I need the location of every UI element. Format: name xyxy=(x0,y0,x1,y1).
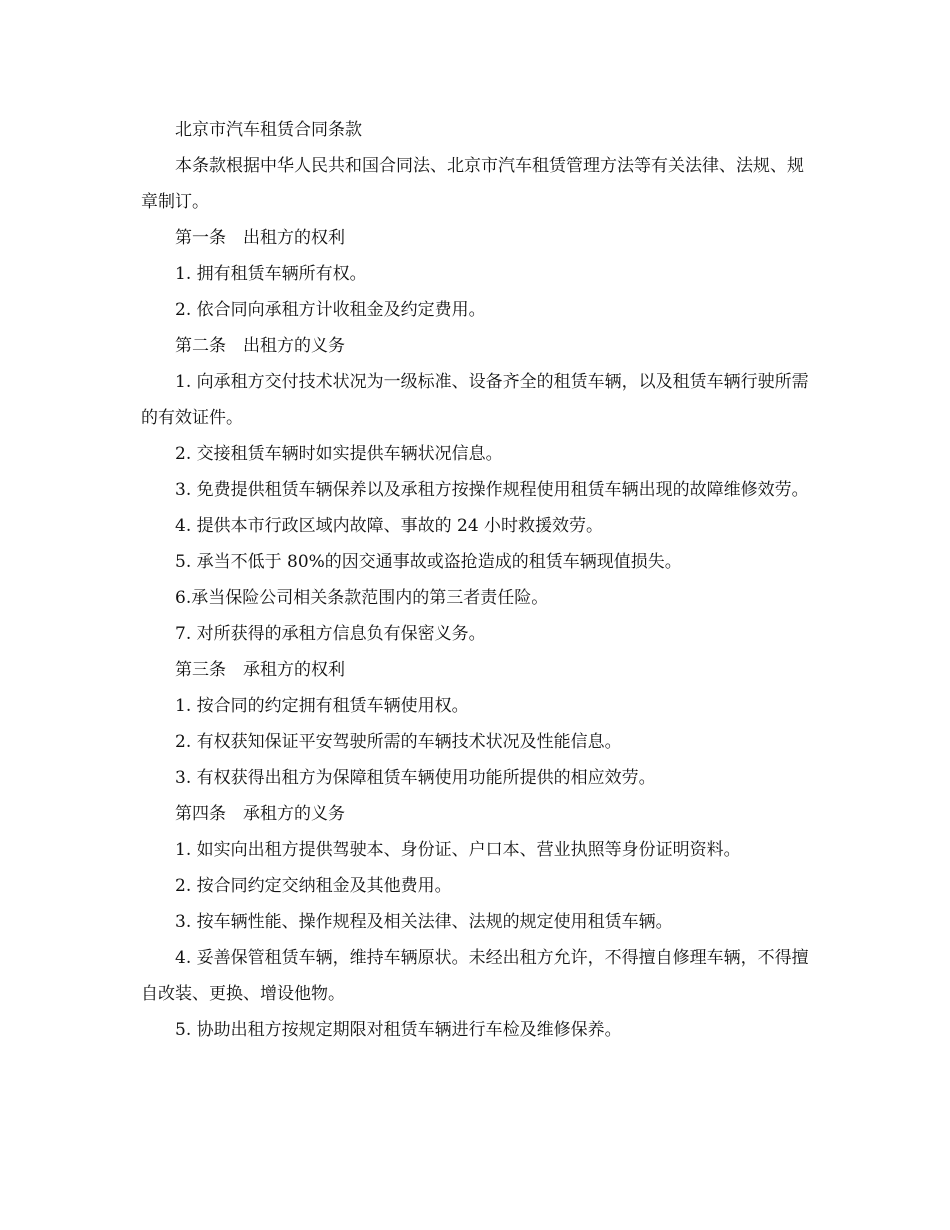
article-2-item-2: 2. 交接租赁车辆时如实提供车辆状况信息。 xyxy=(175,444,503,464)
article-3-item-1: 1. 按合同的约定拥有租赁车辆使用权。 xyxy=(175,696,469,716)
article-1-item-2: 2. 依合同向承租方计收租金及约定费用。 xyxy=(175,300,486,320)
article-2-item-1: 1. 向承租方交付技术状况为一级标准、设备齐全的租赁车辆，以及租赁车辆行驶所需的有效证件。 xyxy=(141,372,809,428)
article-3-item-3: 3. 有权获得出租方为保障租赁车辆使用功能所提供的相应效劳。 xyxy=(175,768,656,788)
article-2-heading: 第二条 出租方的义务 xyxy=(175,336,345,356)
article-2-item-7: 7. 对所获得的承租方信息负有保密义务。 xyxy=(175,624,486,644)
article-2-item-3: 3. 免费提供租赁车辆保养以及承租方按操作规程使用租赁车辆出现的故障维修效劳。 xyxy=(175,480,809,500)
article-4-heading: 第四条 承租方的义务 xyxy=(175,804,345,824)
article-4-item-3: 3. 按车辆性能、操作规程及相关法律、法规的规定使用租赁车辆。 xyxy=(175,912,673,932)
article-3-heading: 第三条 承租方的权利 xyxy=(175,660,345,680)
article-1-item-1: 1. 拥有租赁车辆所有权。 xyxy=(175,264,367,284)
article-2-item-4: 4. 提供本市行政区域内故障、事故的 24 小时救援效劳。 xyxy=(175,516,604,536)
article-1-heading: 第一条 出租方的权利 xyxy=(175,228,345,248)
article-4-item-4: 4. 妥善保管租赁车辆，维持车辆原状。未经出租方允许，不得擅自修理车辆，不得擅自改装、更换、增设他物。 xyxy=(141,948,809,1004)
article-3-item-2: 2. 有权获知保证平安驾驶所需的车辆技术状况及性能信息。 xyxy=(175,732,622,752)
article-2-item-5: 5. 承当不低于 80%的因交通事故或盗抢造成的租赁车辆现值损失。 xyxy=(175,552,682,572)
article-4-item-2: 2. 按合同约定交纳租金及其他费用。 xyxy=(175,876,452,896)
document-title: 北京市汽车租赁合同条款 xyxy=(175,120,362,140)
document-body xyxy=(141,112,811,1048)
article-4-item-5: 5. 协助出租方按规定期限对租赁车辆进行车检及维修保养。 xyxy=(175,1020,622,1040)
article-2-item-6: 6.承当保险公司相关条款范围内的第三者责任险。 xyxy=(175,588,549,608)
article-4-item-1: 1. 如实向出租方提供驾驶本、身份证、户口本、营业执照等身份证明资料。 xyxy=(175,840,741,860)
intro-paragraph: 本条款根据中华人民共和国合同法、北京市汽车租赁管理方法等有关法律、法规、规章制订。 xyxy=(141,156,804,212)
